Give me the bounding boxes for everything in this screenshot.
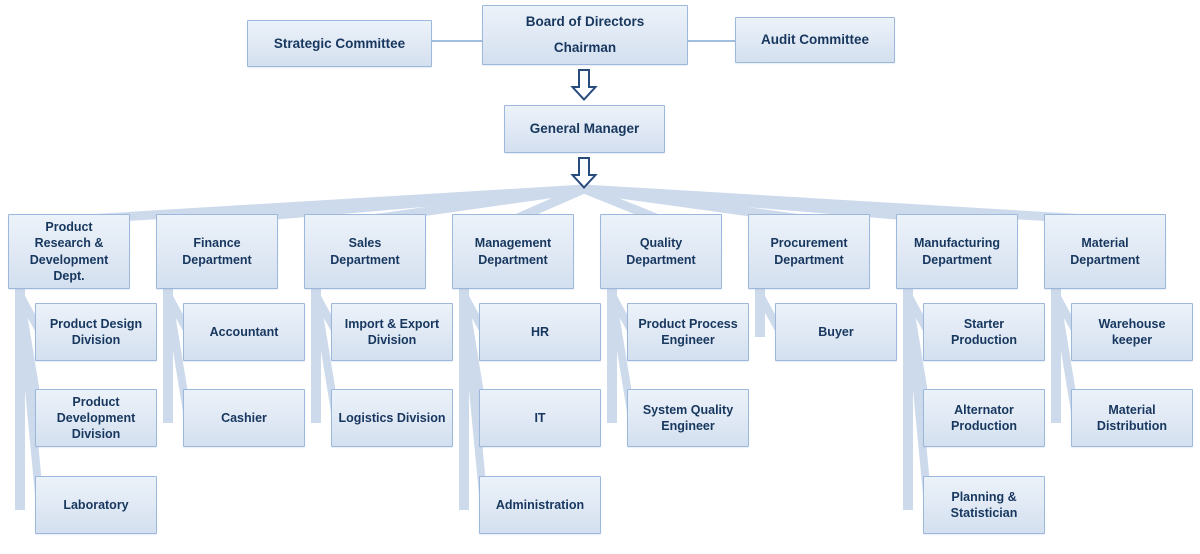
- node-label: Planning & Statistician: [950, 489, 1018, 520]
- node-label: Starter Production: [951, 316, 1017, 347]
- node-label: Procurement Department: [770, 236, 848, 267]
- org-node-planning-statistician: [923, 476, 1045, 534]
- node-label: Product Process Engineer: [638, 316, 738, 347]
- node-label: Strategic Committee: [273, 35, 406, 51]
- node-label: Accountant: [209, 324, 279, 339]
- node-label: Administration: [495, 497, 585, 512]
- org-node-management-department: [452, 214, 574, 289]
- org-node-audit-committee: [735, 17, 895, 63]
- node-label: Product Development Division: [56, 394, 136, 442]
- org-node-material-department: [1044, 214, 1166, 289]
- node-label: Product Design Division: [49, 316, 143, 347]
- node-label: Logistics Division: [338, 410, 446, 425]
- org-node-quality-department: [600, 214, 722, 289]
- node-label: Cashier: [221, 410, 267, 425]
- node-label-line1: Board of Directors: [525, 14, 645, 30]
- node-label: Alternator Production: [951, 402, 1017, 433]
- org-node-finance-department: [156, 214, 278, 289]
- node-label: Buyer: [818, 324, 854, 339]
- org-node-product-research-development-dept: [8, 214, 130, 289]
- node-label: Sales Department: [330, 236, 400, 267]
- org-node-accountant: [183, 303, 305, 361]
- node-label: IT: [534, 410, 546, 425]
- node-label: Manufacturing Department: [913, 236, 1001, 267]
- org-node-import-export-division: [331, 303, 453, 361]
- node-label: Laboratory: [63, 497, 129, 512]
- down-arrow-board-to-gm: [573, 70, 596, 100]
- org-node-hr: [479, 303, 601, 361]
- node-label: HR: [530, 324, 550, 339]
- org-node-general-manager: [504, 105, 665, 153]
- node-label-line2: Chairman: [553, 40, 617, 55]
- org-node-system-quality-engineer: [627, 389, 749, 447]
- org-node-product-design-division: [35, 303, 157, 361]
- org-node-product-process-engineer: [627, 303, 749, 361]
- org-node-administration: [479, 476, 601, 534]
- node-label: Quality Department: [626, 236, 696, 267]
- node-label: Warehouse keeper: [1098, 316, 1166, 347]
- node-label: General Manager: [529, 121, 640, 137]
- org-node-buyer: [775, 303, 897, 361]
- node-label: Material Distribution: [1096, 402, 1168, 433]
- org-node-product-development-division: [35, 389, 157, 447]
- org-node-alternator-production: [923, 389, 1045, 447]
- node-label: Import & Export Division: [344, 316, 440, 347]
- node-label: Finance Department: [182, 236, 252, 267]
- org-node-sales-department: [304, 214, 426, 289]
- org-node-warehouse-keeper: [1071, 303, 1193, 361]
- org-node-strategic-committee: [247, 20, 432, 67]
- node-label: System Quality Engineer: [642, 402, 734, 433]
- org-node-manufacturing-department: [896, 214, 1018, 289]
- org-node-board-of-directors-chairman: [482, 5, 688, 65]
- node-label: Management Department: [474, 236, 552, 267]
- org-node-material-distribution: [1071, 389, 1193, 447]
- down-arrow-gm-to-departments: [573, 158, 596, 188]
- org-node-procurement-department: [748, 214, 870, 289]
- node-label: Material Department: [1070, 236, 1140, 267]
- node-label: Audit Committee: [761, 32, 869, 48]
- node-label: Product Research & Development Dept.: [29, 220, 109, 283]
- org-node-logistics-division: [331, 389, 453, 447]
- org-node-it: [479, 389, 601, 447]
- org-node-starter-production: [923, 303, 1045, 361]
- org-node-laboratory: [35, 476, 157, 534]
- org-node-cashier: [183, 389, 305, 447]
